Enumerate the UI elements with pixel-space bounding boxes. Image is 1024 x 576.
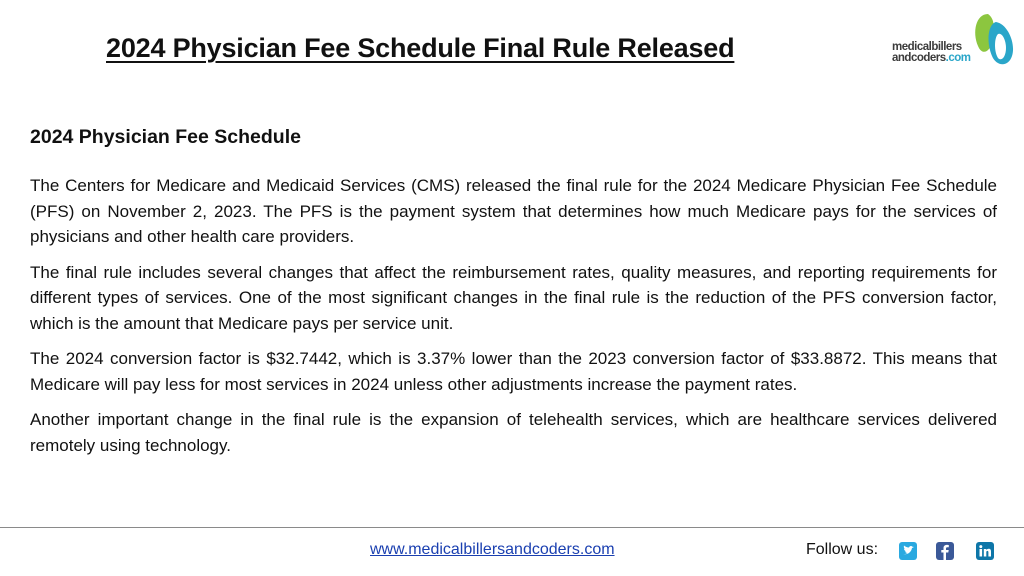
- logo-wordmark: [892, 42, 971, 64]
- page-title: 2024 Physician Fee Schedule Final Rule Released: [106, 33, 735, 63]
- main-content: [30, 126, 997, 468]
- twitter-icon[interactable]: [899, 542, 917, 560]
- logo-line-2-main: andcoders: [892, 52, 946, 64]
- paragraph-1: The Centers for Medicare and Medicaid Services (CMS) released the final rule for the 2024 Medicare Physician Fee Schedule (PFS) on November 2, 2023. The PFS is the payment system that determines how much Medicare pays for the services of physicians and other health care providers.: [30, 176, 997, 246]
- company-logo[interactable]: [892, 12, 1014, 72]
- paragraph-4: Another important change in the final rule is the expansion of telehealth services, which are healthcare services delivered remotely using technology.: [30, 410, 997, 455]
- logo-line-2-suffix: .com: [945, 52, 971, 64]
- paragraph-3: The 2024 conversion factor is $32.7442, which is 3.37% lower than the 2023 conversion factor of $33.8872. This means that Medicare will pay less for most services in 2024 unless other adjustments increase the payment rates.: [30, 349, 997, 394]
- linkedin-icon[interactable]: [976, 542, 994, 560]
- follow-us-label: Follow us:: [806, 541, 879, 558]
- logo-line-1: medicalbillers: [892, 41, 962, 53]
- website-link[interactable]: www.medicalbillersandcoders.com: [370, 541, 615, 558]
- section-heading: 2024 Physician Fee Schedule: [30, 126, 301, 148]
- facebook-icon[interactable]: [936, 542, 954, 560]
- paragraph-2: The final rule includes several changes that affect the reimbursement rates, quality measures, and reporting requirements for different types of services. One of the most significant changes in the final rule is the reduction of the PFS conversion factor, which is the amount that Medicare pays per service unit.: [30, 262, 997, 333]
- logo-line-2: [892, 53, 971, 64]
- footer-divider: [0, 527, 1024, 528]
